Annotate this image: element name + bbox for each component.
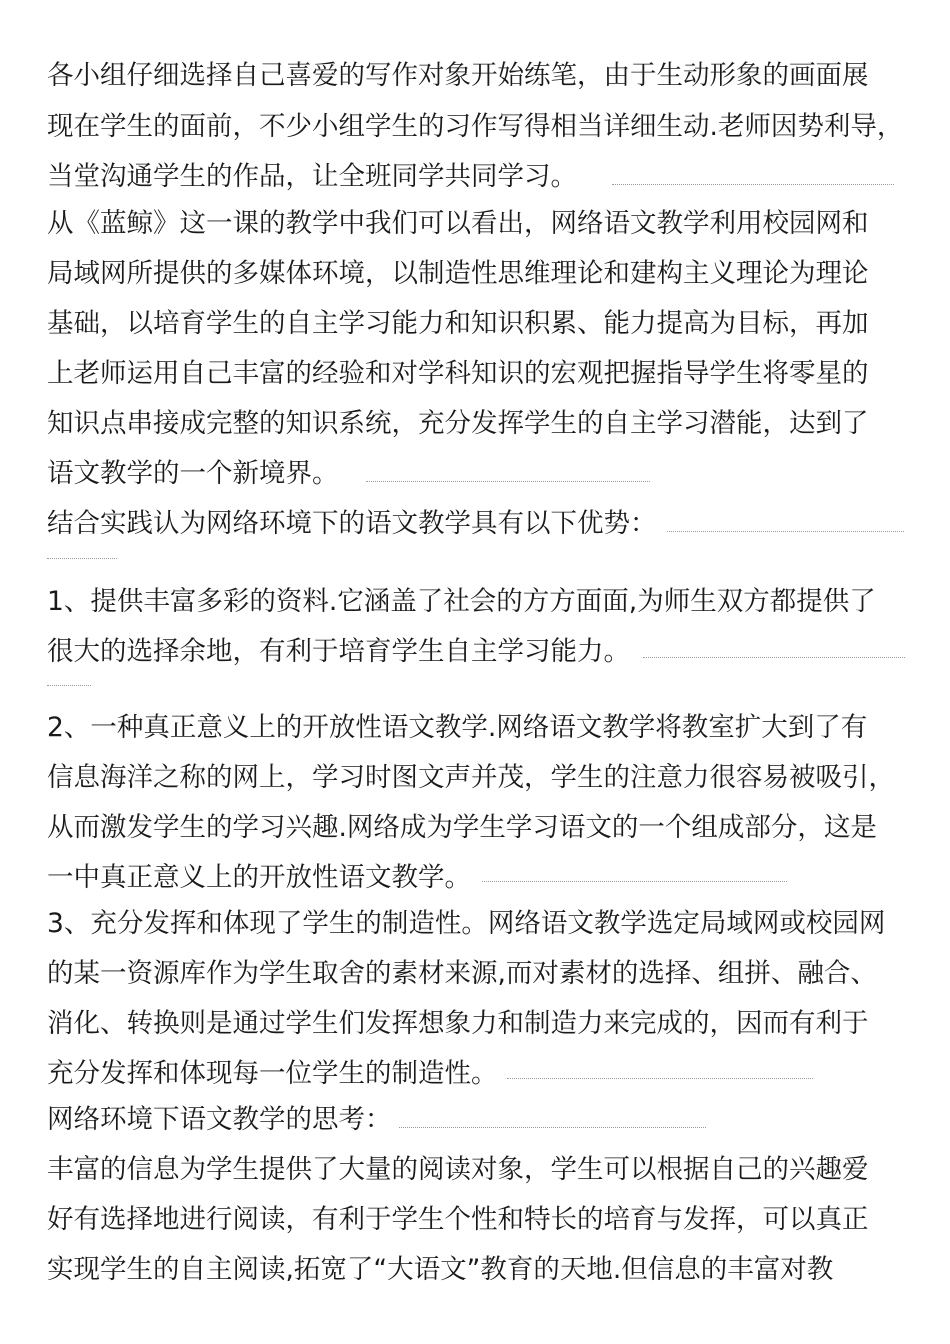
text-line: 上老师运用自己丰富的经验和对学科知识的宏观把握指导学生将零星的 xyxy=(47,358,869,389)
text-line: 结合实践认为网络环境下的语文教学具有以下优势： xyxy=(47,508,657,539)
text-line: 3、充分发挥和体现了学生的制造性。网络语文教学选定局域网或校园网 xyxy=(47,908,886,939)
text-line: 各小组仔细选择自己喜爱的写作对象开始练笔，由于生动形象的画面展 xyxy=(47,60,869,91)
text-line: 1、提供丰富多彩的资料.它涵盖了社会的方方面面,为师生双方都提供了 xyxy=(47,586,876,617)
text-line: 从《蓝鲸》这一课的教学中我们可以看出，网络语文教学利用校园网和 xyxy=(47,208,869,239)
fill-rule xyxy=(47,558,117,559)
text-line: 从而激发学生的学习兴趣.网络成为学生学习语文的一个组成部分，这是 xyxy=(47,812,877,843)
text-line: 好有选择地进行阅读，有利于学生个性和特长的培育与发挥，可以真正 xyxy=(47,1204,869,1235)
text-line: 实现学生的自主阅读,拓宽了“大语文”教育的天地.但信息的丰富对教 xyxy=(47,1254,834,1285)
text-line: 消化、转换则是通过学生们发挥想象力和制造力来完成的，因而有利于 xyxy=(47,1008,869,1039)
fill-rule xyxy=(366,481,650,482)
text-line: 信息海洋之称的网上，学习时图文声并茂，学生的注意力很容易被吸引， xyxy=(47,762,895,793)
fill-rule xyxy=(643,657,905,658)
text-line: 充分发挥和体现每一位学生的制造性。 xyxy=(47,1058,498,1089)
text-line: 基础，以培育学生的自主学习能力和知识积累、能力提高为目标，再加 xyxy=(47,308,869,339)
text-line: 现在学生的面前，不少小组学生的习作写得相当详细生动.老师因势利导， xyxy=(47,111,904,142)
text-line: 局域网所提供的多媒体环境，以制造性思维理论和建构主义理论为理论 xyxy=(47,258,869,289)
text-line: 的某一资源库作为学生取舍的素材来源,而对素材的选择、组拼、融合、 xyxy=(47,958,877,989)
text-line: 丰富的信息为学生提供了大量的阅读对象，学生可以根据自己的兴趣爱 xyxy=(47,1154,869,1185)
fill-rule xyxy=(482,881,787,882)
text-line: 当堂沟通学生的作品，让全班同学共同学习。 xyxy=(47,161,577,192)
fill-rule xyxy=(507,1078,813,1079)
fill-rule xyxy=(612,184,894,185)
text-line: 知识点串接成完整的知识系统，充分发挥学生的自主学习潜能，达到了 xyxy=(47,408,869,439)
text-line: 很大的选择余地，有利于培育学生自主学习能力。 xyxy=(47,636,630,667)
text-line: 一中真正意义上的开放性语文教学。 xyxy=(47,862,471,893)
fill-rule xyxy=(399,1127,706,1128)
text-line: 语文教学的一个新境界。 xyxy=(47,458,339,489)
fill-rule xyxy=(667,531,904,532)
text-line: 网络环境下语文教学的思考： xyxy=(47,1104,392,1135)
text-line: 2、一种真正意义上的开放性语文教学.网络语文教学将教室扩大到了有 xyxy=(47,712,868,743)
fill-rule xyxy=(47,685,91,686)
